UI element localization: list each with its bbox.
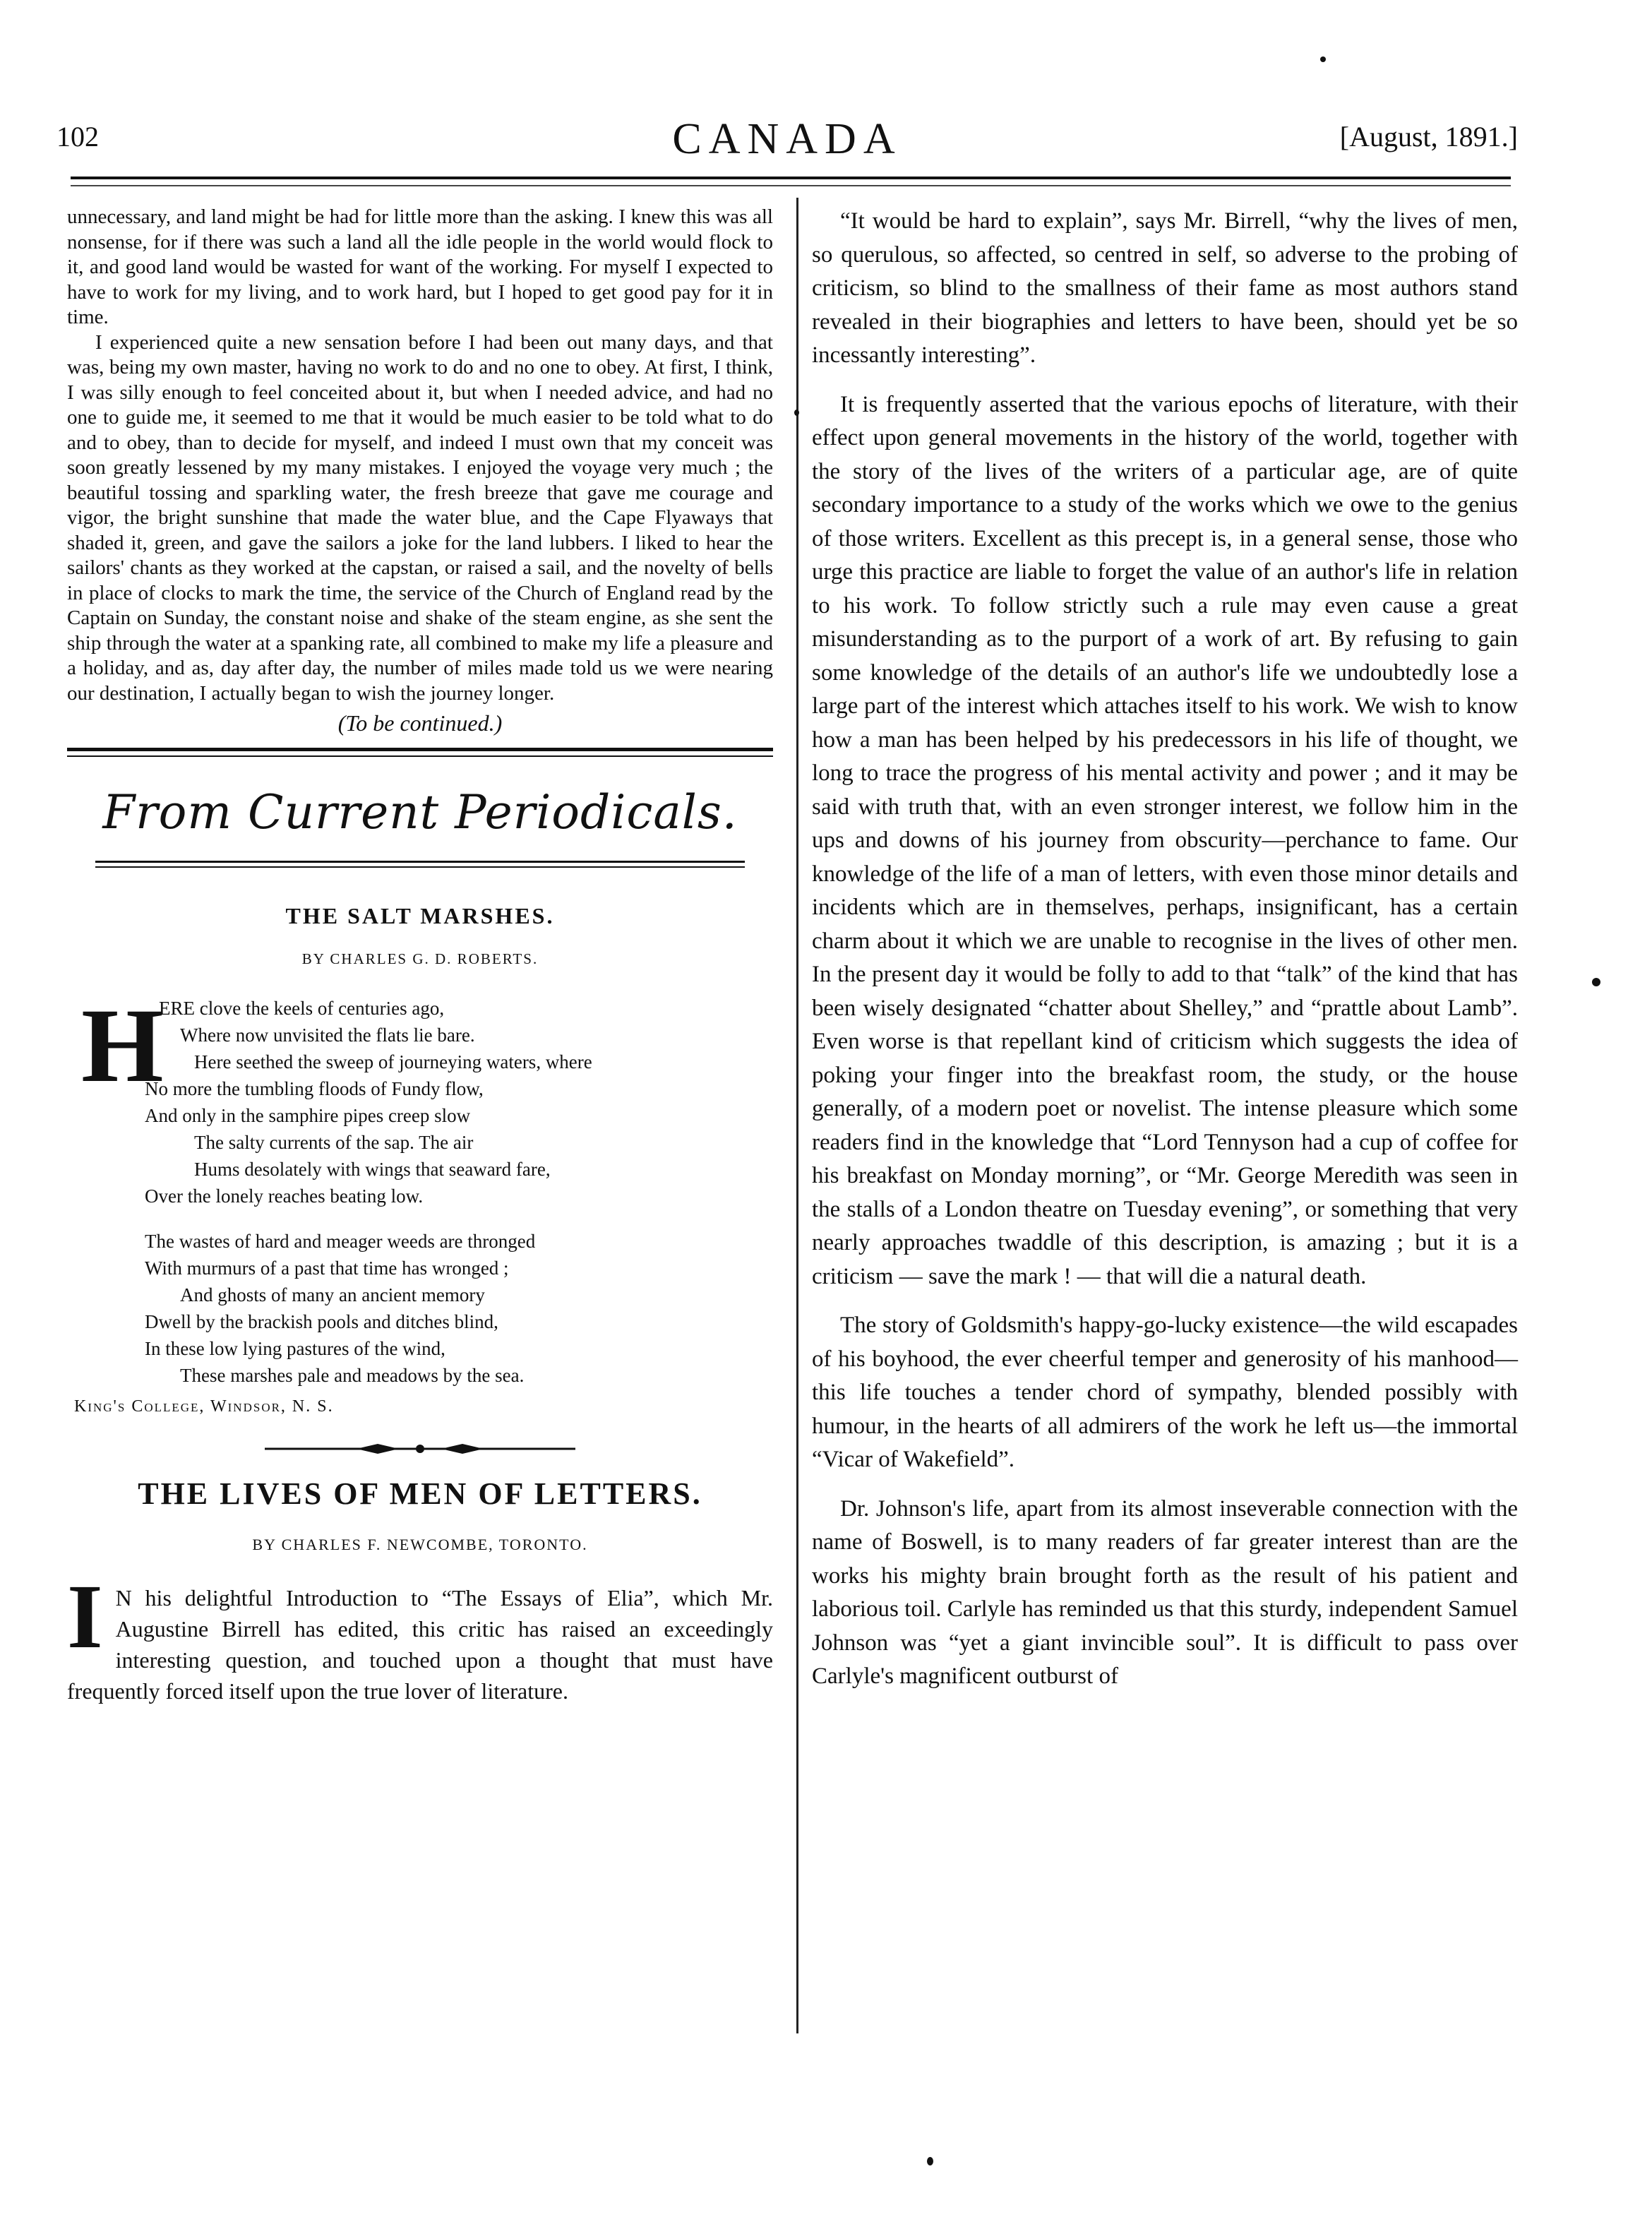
article-paragraph: Dr. Johnson's life, apart from its almost inseverable connection with the name of Boswell, is to many readers of far greater interest than are the works his mighty brain brought forth as the result of his patient and laborious toil. Carlyle has reminded us that this sturdy, independent Samuel Johnson was “yet a giant invincible soul”. It is difficult to pass over Carlyle's magnificent outburst of — [812, 1495, 1518, 1689]
poem-stanza — [81, 987, 773, 1209]
article-byline: BY CHARLES F. NEWCOMBE, TORONTO. — [252, 1536, 588, 1553]
poem — [81, 987, 773, 1389]
article-lead — [67, 1566, 773, 1707]
poem-signature: King's College, Windsor, N. S. — [74, 1397, 334, 1416]
poem-line: The wastes of hard and meager weeds are thronged — [145, 1231, 536, 1252]
section-rule — [67, 748, 773, 757]
poem-line: No more the tumbling floods of Fundy flow, — [145, 1078, 484, 1099]
page-number: 102 — [56, 121, 99, 153]
page-header — [56, 115, 1518, 177]
poem-line: And only in the samphire pipes creep slow — [145, 1105, 471, 1126]
poem-line: The salty currents of the sap. The air — [194, 1132, 474, 1153]
column-divider — [796, 198, 798, 2033]
masthead-title: CANADA — [672, 115, 902, 163]
poem-line: Over the lonely reaches beating low. — [145, 1185, 424, 1207]
article-title: THE LIVES OF MEN OF LETTERS. — [138, 1476, 702, 1511]
section-rule-lower — [95, 861, 745, 868]
scan-speck — [1592, 978, 1600, 986]
ornamental-divider — [67, 1438, 773, 1462]
poem-line: These marshes pale and meadows by the sea. — [180, 1365, 525, 1386]
poem-line: ERE clove the keels of centuries ago, — [159, 998, 445, 1019]
scan-speck — [1320, 56, 1326, 62]
scan-speck — [927, 2157, 933, 2165]
poem-byline: BY CHARLES G. D. ROBERTS. — [301, 950, 539, 967]
poem-line: In these low lying pastures of the wind, — [145, 1338, 445, 1359]
scan-speck — [794, 410, 799, 416]
poem-title: THE SALT MARSHES. — [285, 903, 555, 928]
poem-line: Here seethed the sweep of journeying waters, where — [194, 1051, 592, 1072]
continued-note: (To be continued.) — [337, 710, 503, 736]
poem-line: Where now unvisited the flats lie bare. — [180, 1024, 475, 1046]
article-paragraph: “It would be hard to explain”, says Mr. Birrell, “why the lives of men, so querulous, so affected, so centred in self, so adverse to the probing of criticism, so blind to the smallness of their fame as most authors stand revealed in their biographies and letters to have been, should yet be so incessantly interesting”. — [812, 208, 1518, 368]
section-heading: From Current Periodicals. — [102, 785, 738, 839]
article-lead-text: N his delightful Introduction to “The Essays of Elia”, which Mr. Augustine Birrell has edited, this critic has raised an exceedingly interesting question, and touched upon a thought that must have frequently forced itself upon the true lover of literature. — [67, 1585, 773, 1704]
poem-line: Dwell by the brackish pools and ditches blind, — [145, 1311, 498, 1332]
story-paragraph: I experienced quite a new sensation before I had been out many days, and that was, being my own master, having no work to do and no one to obey. At first, I think, I was silly enough to feel conceited about it, but when I needed advice, and had no one to guide me, it seemed to me that it would be much easier to be told what to do and to obey, than to decide for myself, and indeed I must own that my conceit was soon greatly lessened by my many mistakes. I enjoyed the voyage very much ; the beautiful tossing and sparkling water, the fresh breeze that gave me courage and vigor, the bright sunshine that made the water blue, and the Cape Flyaways that shaded it, green, and gave the sailors a joke for the land lubbers. I liked to hear the sailors' chants as they worked at the capstan, or raised a sail, and the novelty of bells in place of clocks to mark the time, the service of the Church of England read by the Captain on Sunday, the constant noise and shake of the steam engine, as she sent the ship through the water at a spanking rate, all combined to make my life a pleasure and a holiday, and as, day after day, the number of miles made told us we were nearing our destination, I actually began to wish the journey longer. — [67, 330, 773, 705]
poem-line: And ghosts of many an ancient memory — [180, 1284, 485, 1305]
poem-dropcap: H — [81, 987, 164, 1104]
story-paragraph: unnecessary, and land might be had for little more than the asking. I knew this was all nonsense, for if there was such a land all the idle people in the world would flock to it, and good land would be wasted for want of the working. For myself I expected to have to work for my living, and to work hard, but I hoped to get good pay for it in time. — [67, 205, 773, 328]
ornament-rule-icon — [265, 1442, 575, 1456]
header-rule — [71, 177, 1511, 179]
poem-stanza — [81, 1228, 773, 1389]
left-column — [67, 205, 773, 1707]
article-paragraph: It is frequently asserted that the various epochs of literature, with their effect upon general movements in the history of the world, together with the story of the lives of the writers of a particular age, are of quite secondary importance to a study of the works which we owe to the genius of those writers. Excellent as this precept is, in a general sense, those who urge this practice are liable to forget the value of an author's life in relation to his work. To follow strictly such a rule may even cause a great misunderstanding as to the purport of a work of art. By refusing to gain some knowledge of the details of an author's life we undoubtedly lose a large part of the interest which attaches itself to his work. We wish to know how a man has been helped by his predecessors in his life of thought, we long to trace the progress of his mental activity and power ; and it may be said with truth that, with an even stronger interest, we follow him in the ups and downs of his journey from obscurity—perchance to fame. Our knowledge of the life of a man of letters, with even those minor details and incidents which are in themselves, perhaps, insignificant, has a certain charm about it which we are unable to recognise in the lives of other men. In the present day it would be folly to add to that “talk” of the kind that has been wisely designated “chatter about Shelley,” and “prattle about Lamb”. Even worse is that repellant kind of criticism which suggests the idea of poking your finger into the breakfast room, the study, or the house generally, of a modern poet or novelist. The intense pleasure which some readers find in the knowledge that “Lord Tennyson had a cup of coffee for his breakfast on Monday morning”, or “Mr. George Meredith was seen in the stalls of a London theatre on Tuesday evening”, or something that very nearly approaches twaddle of this description, is amazing ; but it is a criticism — save the mark ! — that will die a natural death. — [812, 391, 1518, 1289]
issue-date: [August, 1891.] — [1339, 121, 1518, 153]
right-column — [812, 205, 1518, 1694]
article-dropcap: I — [67, 1566, 103, 1668]
header-rule-thin — [71, 185, 1511, 186]
poem-line: With murmurs of a past that time has wronged ; — [145, 1257, 509, 1279]
poem-line: Hums desolately with wings that seaward fare, — [194, 1159, 551, 1180]
article-paragraph: The story of Goldsmith's happy-go-lucky existence—the wild escapades of his boyhood, the ever cheerful temper and generosity of his manhood—this life touches a tender chord of sympathy, blended possibly with humour, in the hearts of all admirers of the work he left us—the immortal “Vicar of Wakefield”. — [812, 1313, 1518, 1472]
